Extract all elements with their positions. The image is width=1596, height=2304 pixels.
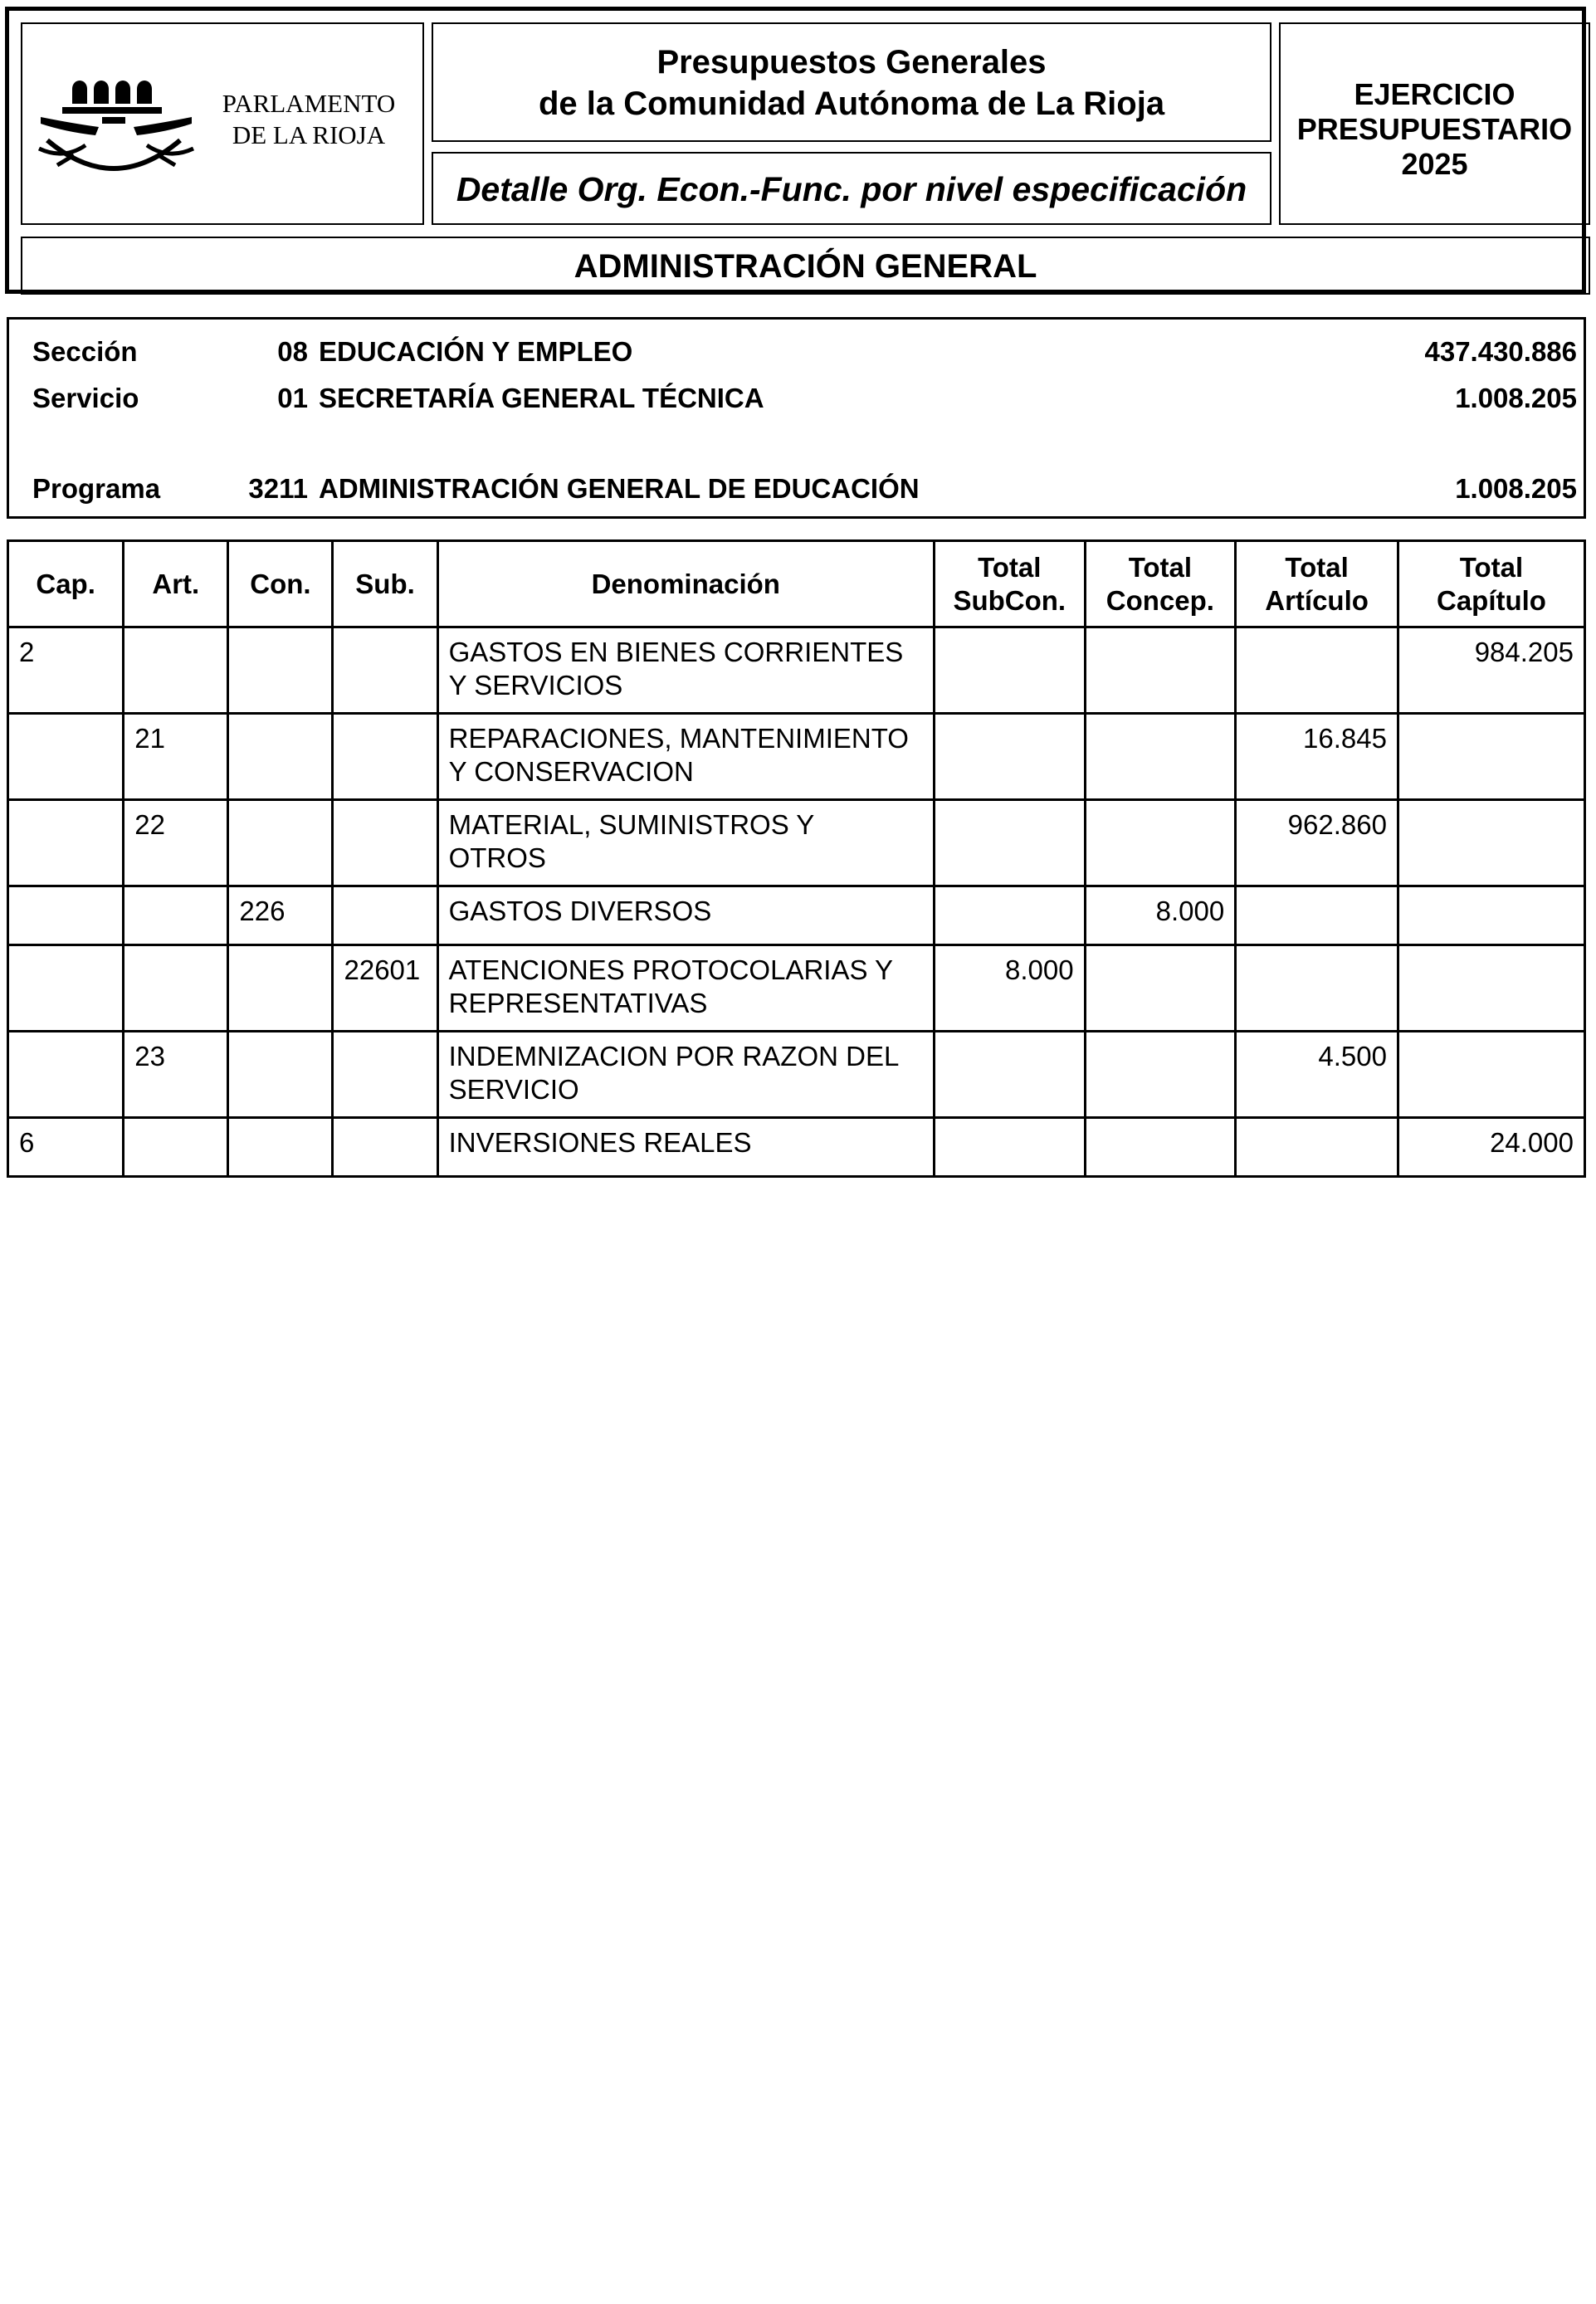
denominacion-line1: MATERIAL, SUMINISTROS Y — [448, 809, 815, 840]
denominacion-line1: REPARACIONES, MANTENIMIENTO — [448, 723, 909, 754]
servicio-code: 01 — [277, 383, 308, 413]
logo-panel — [21, 22, 424, 225]
cell-art: 21 — [124, 714, 228, 800]
year-value: 2025 — [1401, 147, 1468, 181]
cell-total-capitulo — [1398, 800, 1584, 886]
document-subtitle: Detalle Org. Econ.-Func. por nivel especificación — [456, 170, 1247, 208]
cell-total-subcon — [934, 1032, 1085, 1118]
denominacion-line1: INVERSIONES REALES — [448, 1127, 752, 1158]
cell-sub — [333, 714, 437, 800]
cell-total-articulo: 4.500 — [1236, 1032, 1398, 1118]
col-header-art: Art. — [124, 541, 228, 627]
cell-total-capitulo: 984.205 — [1398, 627, 1584, 714]
col-header-denominacion: Denominación — [437, 541, 934, 627]
cell-denominacion — [437, 627, 934, 714]
cell-cap — [8, 1032, 124, 1118]
subtitle-panel — [432, 152, 1271, 225]
table-row — [8, 945, 1585, 1032]
cell-total-concep — [1085, 945, 1236, 1032]
cell-cap — [8, 714, 124, 800]
cell-total-articulo: 962.860 — [1236, 800, 1398, 886]
seccion-name: EDUCACIÓN Y EMPLEO — [319, 336, 633, 367]
cell-art — [124, 945, 228, 1032]
title-panel — [432, 22, 1271, 142]
table-header-row — [8, 541, 1585, 627]
year-label-line1: EJERCICIO — [1354, 77, 1515, 111]
cell-denominacion — [437, 714, 934, 800]
cell-total-subcon — [934, 800, 1085, 886]
denominacion-line1: ATENCIONES PROTOCOLARIAS Y — [448, 954, 894, 985]
servicio-name: SECRETARÍA GENERAL TÉCNICA — [319, 383, 764, 413]
col-header-total-capitulo-line1: Total — [1459, 551, 1524, 583]
cell-total-concep: 8.000 — [1085, 886, 1236, 945]
cell-cap: 6 — [8, 1118, 124, 1177]
programa-amount: 1.008.205 — [1455, 473, 1577, 504]
cell-total-subcon: 8.000 — [934, 945, 1085, 1032]
cell-denominacion — [437, 945, 934, 1032]
cell-sub — [333, 1032, 437, 1118]
cell-sub — [333, 886, 437, 945]
programa-name: ADMINISTRACIÓN GENERAL DE EDUCACIÓN — [319, 473, 920, 504]
table-row — [8, 627, 1585, 714]
denominacion-line1: GASTOS DIVERSOS — [448, 896, 712, 926]
denominacion-line2: REPRESENTATIVAS — [448, 988, 708, 1018]
table-row — [8, 1032, 1585, 1118]
cell-art — [124, 1118, 228, 1177]
col-header-total-subcon-line1: Total — [978, 551, 1042, 583]
cell-total-capitulo — [1398, 945, 1584, 1032]
cell-total-subcon — [934, 714, 1085, 800]
cell-total-articulo — [1236, 627, 1398, 714]
document-title-line1: Presupuestos Generales — [656, 44, 1047, 81]
cell-total-subcon — [934, 1118, 1085, 1177]
cell-total-articulo — [1236, 1118, 1398, 1177]
cell-sub — [333, 1118, 437, 1177]
servicio-label: Servicio — [32, 383, 139, 413]
table-row — [8, 714, 1585, 800]
parliament-name-line1: PARLAMENTO — [222, 89, 396, 118]
cell-cap — [8, 945, 124, 1032]
cell-sub — [333, 800, 437, 886]
cell-art: 22 — [124, 800, 228, 886]
col-header-total-subcon — [934, 541, 1085, 627]
cell-art — [124, 886, 228, 945]
cell-total-concep — [1085, 714, 1236, 800]
col-header-total-articulo-line1: Total — [1285, 551, 1349, 583]
admin-panel — [21, 237, 1590, 295]
document-title-line2: de la Comunidad Autónoma de La Rioja — [538, 85, 1165, 122]
budget-table — [7, 539, 1586, 1178]
cell-total-articulo — [1236, 886, 1398, 945]
col-header-total-concep — [1085, 541, 1236, 627]
cell-con — [228, 627, 333, 714]
cell-total-articulo: 16.845 — [1236, 714, 1398, 800]
seccion-label: Sección — [32, 336, 138, 367]
programa-row — [9, 473, 1584, 515]
cell-total-subcon — [934, 627, 1085, 714]
cell-cap: 2 — [8, 627, 124, 714]
seccion-row — [9, 336, 1584, 378]
cell-cap — [8, 800, 124, 886]
seccion-code: 08 — [277, 336, 308, 367]
cell-total-capitulo — [1398, 1032, 1584, 1118]
cell-total-capitulo — [1398, 714, 1584, 800]
servicio-amount: 1.008.205 — [1455, 383, 1577, 413]
table-row — [8, 1118, 1585, 1177]
cell-cap — [8, 886, 124, 945]
col-header-sub: Sub. — [333, 541, 437, 627]
programa-label: Programa — [32, 473, 161, 504]
programa-code: 3211 — [248, 473, 308, 504]
cell-denominacion — [437, 800, 934, 886]
cell-total-capitulo — [1398, 886, 1584, 945]
year-label-line2: PRESUPUESTARIO — [1296, 112, 1573, 146]
cell-total-articulo — [1236, 945, 1398, 1032]
cell-con — [228, 714, 333, 800]
cell-denominacion — [437, 1032, 934, 1118]
col-header-con: Con. — [228, 541, 333, 627]
cell-total-subcon — [934, 886, 1085, 945]
cell-con — [228, 1118, 333, 1177]
year-panel — [1279, 22, 1590, 225]
col-header-total-capitulo — [1398, 541, 1584, 627]
cell-denominacion — [437, 1118, 934, 1177]
table-row — [8, 886, 1585, 945]
cell-total-concep — [1085, 627, 1236, 714]
cell-sub — [333, 627, 437, 714]
document-header — [5, 7, 1586, 294]
cell-art — [124, 627, 228, 714]
cell-con — [228, 800, 333, 886]
parliament-name-line2: DE LA RIOJA — [232, 120, 386, 149]
col-header-total-concep-line2: Concep. — [1105, 584, 1214, 616]
col-header-total-articulo — [1236, 541, 1398, 627]
cell-art: 23 — [124, 1032, 228, 1118]
denominacion-line2: OTROS — [448, 842, 546, 873]
col-header-total-subcon-line2: SubCon. — [953, 584, 1066, 616]
seccion-amount: 437.430.886 — [1424, 336, 1577, 367]
col-header-total-capitulo-line2: Capítulo — [1436, 584, 1546, 616]
cell-total-concep — [1085, 800, 1236, 886]
denominacion-line2: SERVICIO — [448, 1074, 579, 1105]
cell-con — [228, 945, 333, 1032]
cell-denominacion — [437, 886, 934, 945]
col-header-cap: Cap. — [8, 541, 124, 627]
col-header-total-concep-line1: Total — [1128, 551, 1193, 583]
cell-sub: 22601 — [333, 945, 437, 1032]
admin-title: ADMINISTRACIÓN GENERAL — [573, 248, 1037, 285]
denominacion-line2: Y CONSERVACION — [448, 756, 694, 787]
cell-total-capitulo: 24.000 — [1398, 1118, 1584, 1177]
col-header-total-articulo-line2: Artículo — [1265, 584, 1369, 616]
cell-con: 226 — [228, 886, 333, 945]
denominacion-line2: Y SERVICIOS — [448, 670, 623, 700]
cell-total-concep — [1085, 1032, 1236, 1118]
cell-con — [228, 1032, 333, 1118]
parlamento-emblem — [37, 57, 195, 198]
denominacion-line1: GASTOS EN BIENES CORRIENTES — [448, 637, 904, 667]
servicio-row — [9, 383, 1584, 424]
cell-total-concep — [1085, 1118, 1236, 1177]
table-row — [8, 800, 1585, 886]
section-info — [7, 317, 1586, 519]
denominacion-line1: INDEMNIZACION POR RAZON DEL — [448, 1041, 900, 1071]
